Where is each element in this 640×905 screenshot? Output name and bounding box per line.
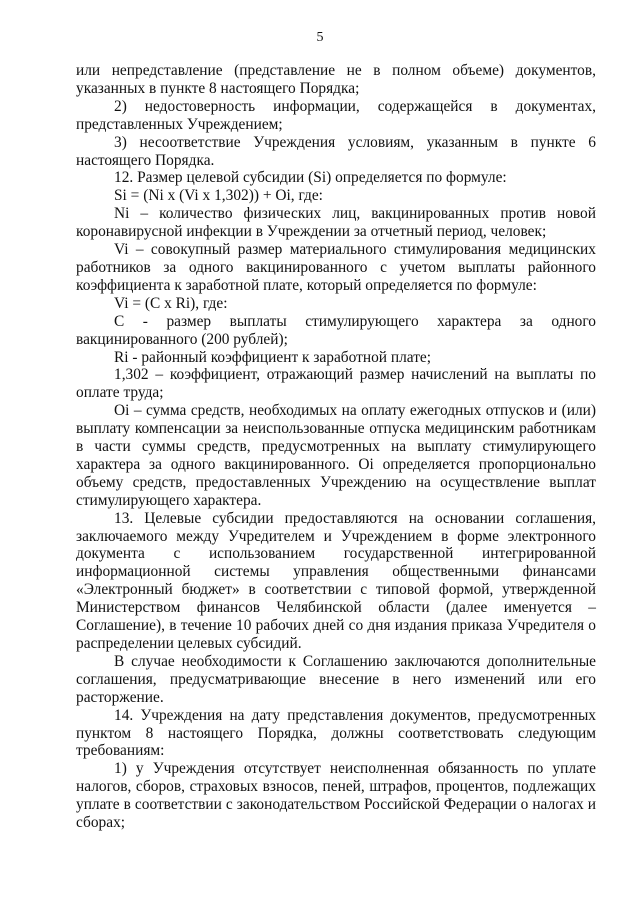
page-number: 5 [316, 30, 324, 45]
paragraph-12-heading: 12. Размер целевой субсидии (Si) определяется по формуле: [114, 169, 507, 187]
formula-si: Si = (Ni x (Vi x 1,302)) + Oi, где: [114, 187, 323, 205]
definition-oi: Oi – сумма средств, необходимых на оплату ежегодных отпусков и (или) выплату компенсации за неиспользованные отпуска медицинским работникам в части суммы средств, предусмотренных на выплату стимулирующего характера за одного вакцинированного. Oi определяется пропорционально объему средств, предоставленных Учреждению на осуществление выплат стимулирующего характера. [76, 402, 596, 509]
paragraph-14-item-1: 1) у Учреждения отсутствует неисполненная обязанность по уплате налогов, сборов, страховых взносов, пеней, штрафов, процентов, подлежащих уплате в соответствии с законодательством Российской Федерации о налогах и сборах; [76, 760, 596, 832]
paragraph-13-additional: В случае необходимости к Соглашению заключаются дополнительные соглашения, предусматривающие внесение в него изменений или его расторжение. [76, 652, 596, 706]
definition-vi: Vi – совокупный размер материального стимулирования медицинских работников за одного вакцинированного с учетом выплаты районного коэффициента к заработной плате, который определяется по формуле: [76, 241, 596, 294]
paragraph-item-3: 3) несоответствие Учреждения условиям, указанным в пункте 6 настоящего Порядка. [76, 133, 596, 169]
paragraph-continuation: или непредставление (представление не в полном объеме) документов, указанных в пункте 8 настоящего Порядка; [76, 62, 596, 97]
paragraph-14: 14. Учреждения на дату представления документов, предусмотренных пунктом 8 настоящего Порядка, должны соответствовать следующим требованиям: [76, 706, 596, 760]
definition-ni: Ni – количество физических лиц, вакцинированных против новой коронавирусной инфекции в Учреждении за отчетный период, человек; [76, 205, 596, 241]
formula-vi: Vi = (C x Ri), где: [114, 294, 228, 312]
definition-c: С - размер выплаты стимулирующего характера за одного вакцинированного (200 рублей); [76, 312, 596, 348]
paragraph-13: 13. Целевые субсидии предоставляются на основании соглашения, заключаемого между Учредителем и Учреждением в форме электронного документа с использованием государственной интегрированной информационной системы управления общественными финансами «Электронный бюджет» в соответствии с типовой формой, утвержденной Министерством финансов Челябинской области (далее именуется – Соглашение), в течение 10 рабочих дней со дня издания приказа Учредителя о распределении целевых субсидий. [76, 509, 596, 652]
document-body [76, 62, 596, 832]
definition-ri: Ri - районный коэффициент к заработной плате; [114, 348, 432, 366]
paragraph-item-2: 2) недостоверность информации, содержащейся в документах, представленных Учреждением; [76, 97, 596, 133]
definition-coefficient: 1,302 – коэффициент, отражающий размер начислений на выплаты по оплате труда; [76, 366, 596, 402]
